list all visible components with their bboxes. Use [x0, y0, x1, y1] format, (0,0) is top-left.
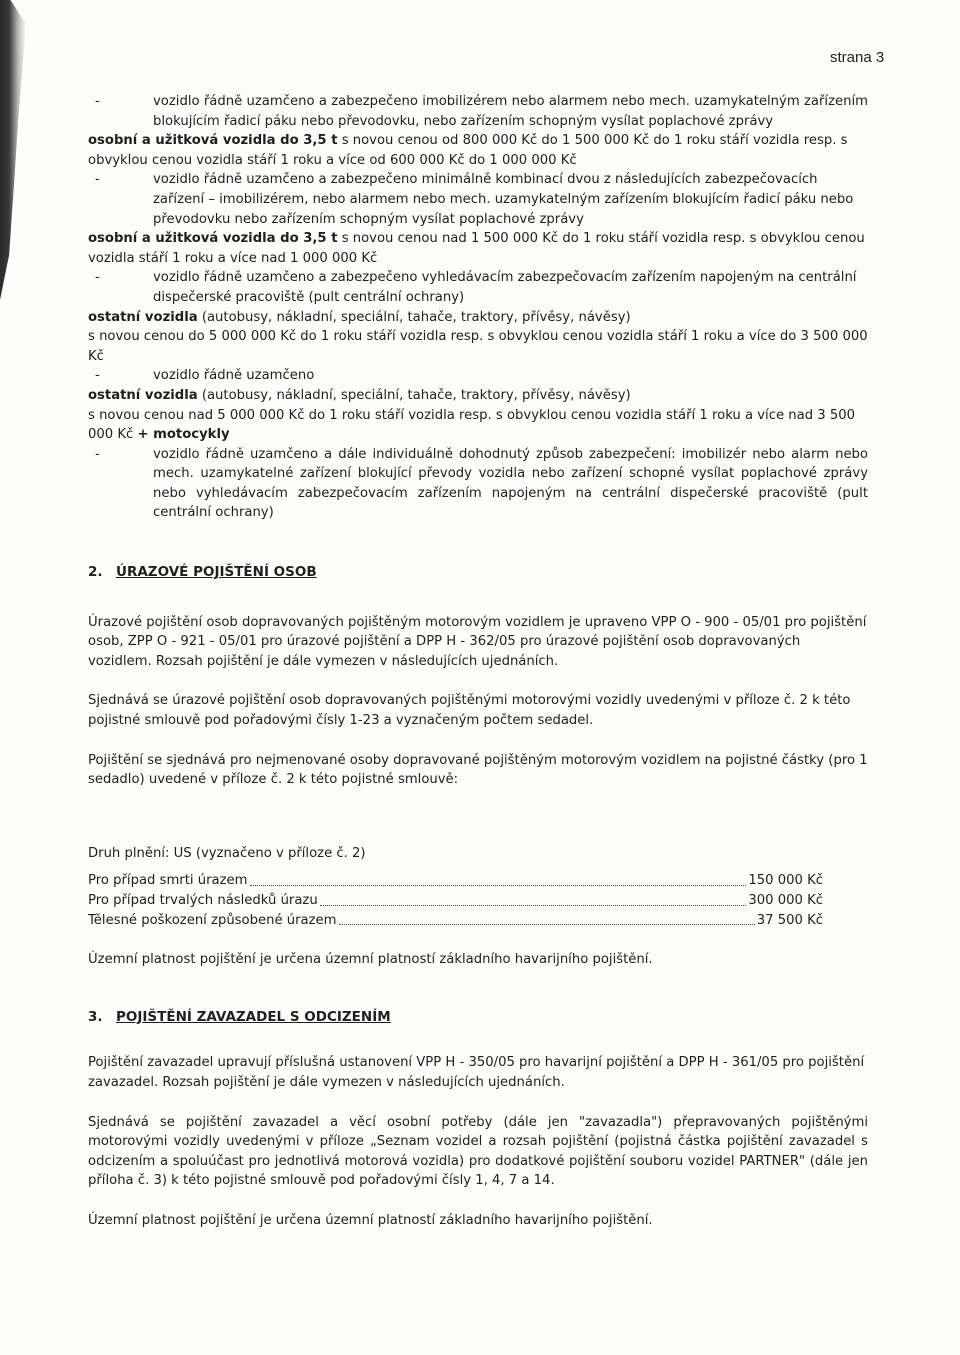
- category-heading-bold: osobní a užitková vozidla do 3,5 t: [88, 231, 338, 247]
- list-item: [88, 268, 868, 307]
- list-item: [88, 445, 868, 523]
- list-item-text: vozidlo řádně uzamčeno a zabezpečeno minimálně kombinací dvou z následujících zabezpečovacích zařízení – imobilizérem, nebo alarmem nebo mech. uzamykatelným zařízením blokujícím řadicí páku nebo převodovku nebo zařízením schopným vysílat poplachové zprávy: [153, 172, 854, 227]
- dot-leader: [339, 911, 755, 926]
- benefit-label: Pro případ smrti úrazem: [88, 873, 248, 889]
- paragraph: Pojištění zavazadel upravují příslušná ustanovení VPP H - 350/05 pro havarijní pojištění a DPP H - 361/05 pro pojištění zavazadel. Rozsah pojištění je dále vymezen v následujících ujednáních.: [88, 1055, 865, 1090]
- category-heading-bold: ostatní vozidla: [88, 387, 198, 403]
- benefit-label: Pro případ trvalých následků úrazu: [88, 893, 318, 908]
- list-item-text: vozidlo řádně uzamčeno: [153, 368, 315, 384]
- list-item: [88, 366, 868, 386]
- dot-leader: [320, 891, 747, 906]
- category-heading-text: (autobusy, nákladní, speciální, tahače, traktory, přívěsy, návěsy): [197, 309, 631, 325]
- list-dash: -: [95, 94, 100, 109]
- section-heading-2: [88, 563, 868, 583]
- section-heading-3: [88, 1008, 868, 1028]
- list-dash: -: [95, 368, 100, 384]
- category-heading: [88, 308, 868, 328]
- list-item: [88, 170, 868, 229]
- benefit-amount: 37 500 Kč: [756, 912, 823, 928]
- paragraph: Územní platnost pojištění je určena územní platností základního havarijního pojištění.: [88, 952, 653, 968]
- benefit-label: Tělesné poškození způsobené úrazem: [88, 912, 337, 928]
- benefit-row: [88, 911, 823, 931]
- category-heading-text: s novou cenou od 800 000 Kč do 1 500 000 Kč do 1 roku stáří vozidla resp. s obvyklou cenou vozidla stáří 1 roku a více od 600 000 Kč do 1 000 000 Kč: [88, 133, 848, 168]
- page-number: strana 3: [830, 49, 885, 66]
- category-heading-text: (autobusy, nákladní, speciální, tahače, traktory, přívěsy, návěsy): [197, 387, 631, 403]
- paragraph: Územní platnost pojištění je určena územní platností základního havarijního pojištění.: [88, 1212, 653, 1228]
- list-item-text: vozidlo řádně uzamčeno a zabezpečeno vyhledávacím zabezpečovacím zařízením napojeným na centrální dispečerské pracoviště (pult centrální ochrany): [153, 270, 857, 305]
- paragraph: Úrazové pojištění osob dopravovaných pojištěným motorovým vozidlem je upraveno VPP O - 900 - 05/01 pro pojištění osob, ZPP O - 921 - 05/01 pro úrazové pojištění a DPP H - 362/05 pro úrazové pojištění osob dopravovaných vozidlem. Rozsah pojištění je dále vymezen v následujících ujednáních.: [88, 614, 867, 669]
- dot-leader: [250, 871, 747, 886]
- category-heading: [88, 131, 868, 170]
- category-heading: [88, 386, 868, 406]
- list-dash: -: [95, 270, 100, 286]
- benefit-row: [88, 891, 823, 911]
- category-heading-bold: osobní a užitková vozidla do 3,5 t: [88, 133, 338, 149]
- section-title: ÚRAZOVÉ POJIŠTĚNÍ OSOB: [116, 564, 317, 581]
- category-heading-bold: ostatní vozidla: [88, 309, 198, 325]
- list-item-text: vozidlo řádně uzamčeno a dále individuálně dohodnutý způsob zabezpečení: imobilizér nebo alarm nebo mech. uzamykatelné zařízení blokující převody vozidla nebo zařízení schopné vysílat poplachové zprávy nebo vyhledávacím zabezpečovacím zařízením napojeným na centrální dispečerské pracoviště (pult centrální ochrany): [153, 446, 868, 521]
- benefit-table: [88, 871, 868, 930]
- benefit-amount: 150 000 Kč: [748, 873, 823, 889]
- section-title: POJIŠTĚNÍ ZAVAZADEL S ODCIZENÍM: [116, 1008, 391, 1025]
- section-number: 3.: [88, 1008, 103, 1025]
- benefit-type: Druh plnění: US (vyznačeno v příloze č. 2): [88, 845, 366, 861]
- paragraph: Sjednává se úrazové pojištění osob dopravovaných pojištěnými motorovými vozidly uvedenými v příloze č. 2 k této pojistné smlouvě pod pořadovými čísly 1-23 a vyznačeným počtem sedadel.: [88, 693, 851, 729]
- scan-edge-artifact: [0, 0, 26, 300]
- list-dash: -: [95, 172, 100, 188]
- category-condition-bold: + motocykly: [137, 427, 230, 443]
- benefit-amount: 300 000 Kč: [748, 893, 823, 908]
- list-dash: -: [95, 446, 100, 462]
- document-body: [88, 92, 868, 1231]
- benefit-row: [88, 871, 823, 891]
- paragraph: Pojištění se sjednává pro nejmenované osoby dopravované pojištěným motorovým vozidlem na pojistné částky (pro 1 sedadlo) uvedené v příloze č. 2 k této pojistné smlouvě:: [88, 752, 868, 788]
- section-number: 2.: [88, 564, 103, 581]
- category-condition-text: s novou cenou nad 5 000 000 Kč do 1 roku stáří vozidla resp. s obvyklou cenou vozidla stáří 1 roku a více nad 3 500 000 Kč: [88, 407, 856, 443]
- category-heading-text: s novou cenou nad 1 500 000 Kč do 1 roku stáří vozidla resp. s obvyklou cenou vozidla stáří 1 roku a více nad 1 000 000 Kč: [88, 231, 865, 266]
- list-item-text: vozidlo řádně uzamčeno a zabezpečeno imobilizérem nebo alarmem nebo mech. uzamykatelným zařízením blokujícím řadicí páku nebo převodovku, nebo zařízením schopným vysílat poplachové zprávy: [153, 94, 868, 129]
- category-condition: [88, 406, 868, 445]
- category-condition: s novou cenou do 5 000 000 Kč do 1 roku stáří vozidla resp. s obvyklou cenou vozidla stáří 1 roku a více do 3 500 000 Kč: [88, 329, 868, 364]
- paragraph: Sjednává se pojištění zavazadel a věcí osobní potřeby (dále jen "zavazadla") přepravovaných pojištěnými motorovými vozidly uvedenými v příloze „Seznam vozidel a rozsah pojištění (pojistná částka pojištění zavazadel s odcizením a spoluúčast pro jednotlivá motorová vozidla) pro dodatkové pojištění souboru vozidel PARTNER" (dále jen příloha č. 3) k této pojistné smlouvě pod pořadovými čísly 1, 4, 7 a 14.: [88, 1114, 868, 1189]
- list-item: [88, 92, 868, 131]
- category-heading: [88, 229, 868, 268]
